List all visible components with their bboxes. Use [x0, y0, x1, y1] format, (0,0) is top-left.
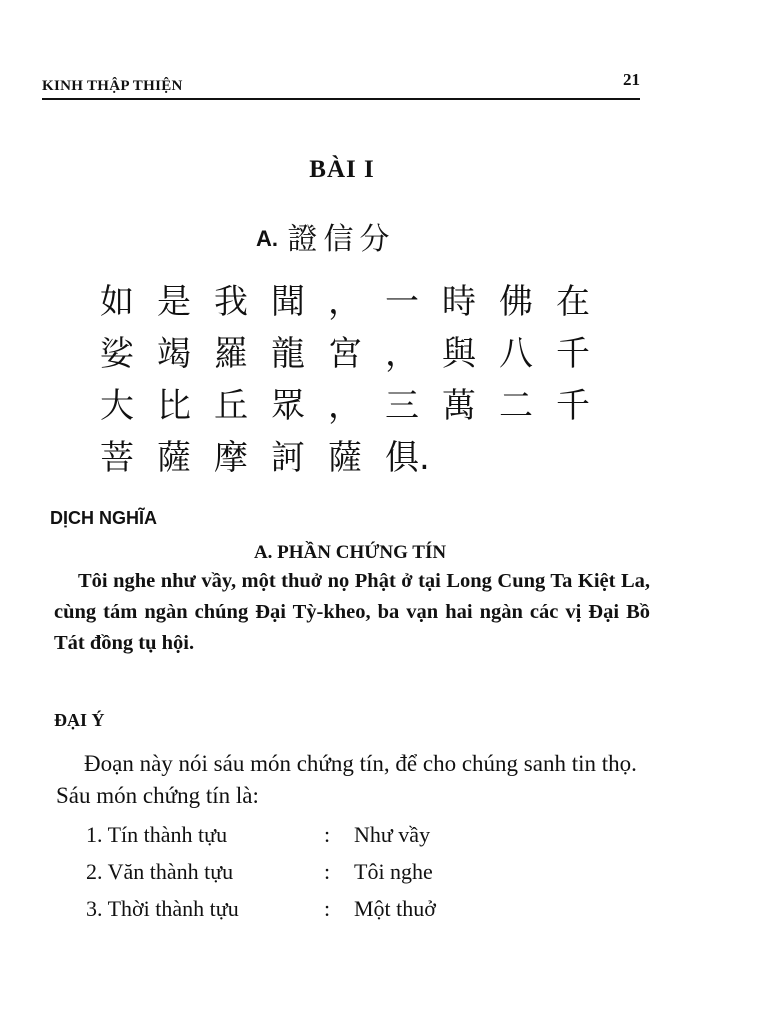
sutra-char: 薩: [328, 437, 362, 478]
page-number: 21: [623, 70, 640, 89]
sutra-char: 龍: [271, 333, 305, 374]
sutra-char: 眾: [271, 385, 305, 426]
sutra-char: 聞: [271, 281, 305, 322]
list-item-separator: :: [324, 821, 331, 847]
translation-body: Tôi nghe như vầy, một thuở nọ Phật ở tại Long Cung Ta Kiệt La, cùng tám ngàn chúng Đại Tỳ-kheo, ba vạn hai ngàn các vị Đại Bồ Tát đồng tụ hội.: [54, 570, 650, 654]
summary-heading: ĐẠI Ý: [54, 710, 105, 730]
sutra-char: 娑: [100, 333, 134, 374]
sutra-char: 萬: [442, 385, 476, 426]
sutra-char: 比: [157, 385, 191, 426]
running-title: KINH THẬP THIỆN: [42, 78, 183, 94]
translation-heading: DỊCH NGHĨA: [50, 508, 157, 528]
sutra-line: [100, 272, 620, 324]
sutra-char: 是: [157, 281, 191, 322]
sutra-char: 如: [100, 281, 134, 322]
sutra-char: 三: [385, 385, 419, 426]
list-item-separator: :: [324, 858, 331, 884]
list-item-term: 3. Thời thành tựu: [86, 895, 239, 921]
section-chinese-title: 證信分: [287, 222, 396, 257]
section-title: [256, 214, 396, 258]
sutra-char: 羅: [214, 333, 248, 374]
list-item: [86, 816, 646, 853]
sutra-char: ，: [385, 333, 419, 374]
list-item-meaning: Tôi nghe: [354, 858, 433, 884]
list-item-meaning: Một thuở: [354, 895, 436, 921]
lesson-title: BÀI I: [309, 156, 375, 183]
list-item-separator: :: [324, 895, 331, 921]
sutra-char: 菩: [100, 437, 134, 478]
translation-title: A. PHẦN CHỨNG TÍN: [253, 542, 447, 563]
sutra-line: [100, 428, 620, 480]
sutra-char: 時: [442, 281, 476, 322]
list-item-term: 2. Văn thành tựu: [86, 858, 234, 884]
sutra-char: 一: [385, 281, 419, 322]
sutra-char: 薩: [157, 437, 191, 478]
sutra-char: ，: [328, 385, 362, 426]
sutra-char: 在: [556, 281, 590, 322]
sutra-line: [100, 324, 620, 376]
list-item: [86, 890, 646, 927]
sutra-char: 佛: [499, 281, 533, 322]
list-item-term: 1. Tín thành tựu: [86, 821, 228, 847]
sutra-char: 千: [556, 385, 590, 426]
sutra-char: 俱.: [385, 437, 430, 478]
sutra-char: 丘: [214, 385, 248, 426]
summary-intro: Đoạn này nói sáu món chứng tín, để cho chúng sanh tin thọ. Sáu món chứng tín là:: [56, 751, 637, 808]
sutra-char: 八: [499, 333, 533, 374]
section-label: A.: [256, 226, 278, 251]
sutra-char: 二: [499, 385, 533, 426]
sutra-char: 宮: [328, 333, 362, 374]
sutra-char: 訶: [271, 437, 305, 478]
list-item-meaning: Như vầy: [354, 821, 431, 847]
sutra-char: 我: [214, 281, 248, 322]
sutra-text: [100, 272, 620, 480]
sutra-char: 千: [556, 333, 590, 374]
sutra-char: 大: [100, 385, 134, 426]
sutra-char: ，: [328, 281, 362, 322]
running-header: [42, 70, 640, 100]
sutra-line: [100, 376, 620, 428]
sutra-char: 竭: [157, 333, 191, 374]
sutra-char: 與: [442, 333, 476, 374]
list-item: [86, 853, 646, 890]
sutra-char: 摩: [214, 437, 248, 478]
proof-list: [86, 816, 646, 927]
